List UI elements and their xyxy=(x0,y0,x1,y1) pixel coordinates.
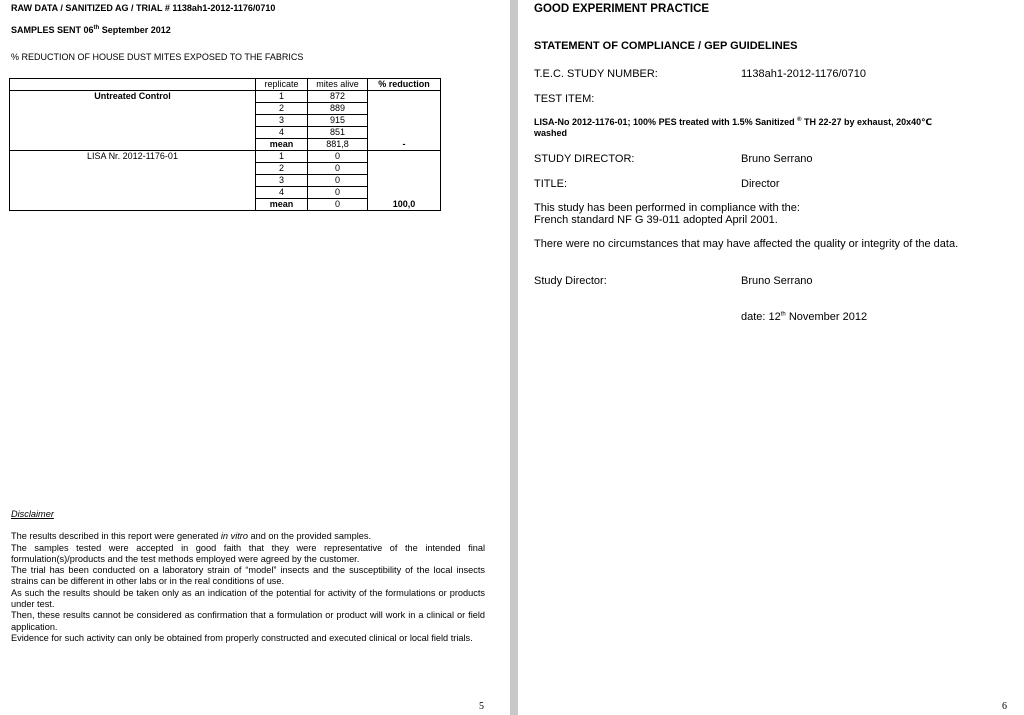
table-row xyxy=(10,163,441,175)
reduction-cell xyxy=(368,187,441,199)
replicate-cell: 3 xyxy=(256,175,308,187)
disclaimer xyxy=(11,509,485,644)
samples-sent-line: SAMPLES SENT 06th September 2012 xyxy=(11,25,171,35)
group-label-spacer xyxy=(10,115,256,127)
mites-cell: 872 xyxy=(308,91,368,103)
group-label-spacer xyxy=(10,127,256,139)
mean-value: 0 xyxy=(308,199,368,211)
title-label: TITLE: xyxy=(534,178,568,190)
table-row xyxy=(10,115,441,127)
mean-label: mean xyxy=(256,139,308,151)
reduction-cell xyxy=(368,151,441,163)
signature-label: Study Director: xyxy=(534,275,607,287)
table-row xyxy=(10,187,441,199)
group-label-spacer xyxy=(10,175,256,187)
table-row xyxy=(10,103,441,115)
page-number: 6 xyxy=(1002,701,1007,712)
disclaimer-intro: The results described in this report were generated in vitro and on the provided samples. xyxy=(11,531,372,542)
reduction-cell xyxy=(368,163,441,175)
table-row xyxy=(10,127,441,139)
raw-data-heading: RAW DATA / SANITIZED AG / TRIAL # 1138ah1-2012-1176/0710 xyxy=(11,3,276,13)
study-director-label: STUDY DIRECTOR: xyxy=(534,153,635,165)
mean-label: mean xyxy=(256,199,308,211)
mites-cell: 0 xyxy=(308,175,368,187)
circumstances-statement: There were no circumstances that may have affected the quality or integrity of the data. xyxy=(534,238,959,250)
group-label-untreated: Untreated Control xyxy=(10,91,256,103)
group-label-spacer xyxy=(10,103,256,115)
signature-name: Bruno Serrano xyxy=(741,275,813,287)
group-label-spacer xyxy=(10,199,256,211)
test-item-line-2: washed xyxy=(534,128,568,138)
test-item-line: LISA-No 2012-1176-01; 100% PES treated with 1.5% Sanitized ® TH 22-27 by exhaust, 20x40℃ xyxy=(534,117,932,127)
reduction-cell xyxy=(368,175,441,187)
mites-cell: 0 xyxy=(308,163,368,175)
mites-cell: 0 xyxy=(308,187,368,199)
table-row xyxy=(10,151,441,163)
mean-value: 881,8 xyxy=(308,139,368,151)
page-title: GOOD EXPERIMENT PRACTICE xyxy=(534,3,710,15)
disclaimer-paragraph: As such the results should be taken only as an indication of the potential for activity of the formulations or products under test. xyxy=(11,587,485,610)
right-page xyxy=(518,0,1024,715)
mites-cell: 915 xyxy=(308,115,368,127)
report-date: date: 12th November 2012 xyxy=(741,311,868,323)
column-header-mites-alive: mites alive xyxy=(308,79,368,91)
page-number: 5 xyxy=(479,701,484,712)
compliance-line-1: This study has been performed in compliance with the: xyxy=(534,202,800,214)
study-number-label: T.E.C. STUDY NUMBER: xyxy=(534,68,658,80)
table-row xyxy=(10,175,441,187)
disclaimer-title: Disclaimer xyxy=(11,509,54,519)
mites-cell: 0 xyxy=(308,151,368,163)
reduction-value: 100,0 xyxy=(368,199,441,211)
replicate-cell: 1 xyxy=(256,91,308,103)
mites-cell: 851 xyxy=(308,127,368,139)
table-row-mean xyxy=(10,139,441,151)
disclaimer-paragraph: The samples tested were accepted in good faith that they were representative of the intended final formulation(s)/products and the test methods employed were agreed by the customer. xyxy=(11,542,485,564)
disclaimer-paragraph: Evidence for such activity can only be obtained from properly constructed and executed clinical or local field trials. xyxy=(11,632,473,643)
page-subtitle: STATEMENT OF COMPLIANCE / GEP GUIDELINES xyxy=(534,40,798,52)
study-director-value: Bruno Serrano xyxy=(741,153,813,165)
reduction-cell xyxy=(368,91,441,103)
study-number-value: 1138ah1-2012-1176/0710 xyxy=(741,68,866,80)
left-page xyxy=(0,0,510,715)
group-label-spacer xyxy=(10,139,256,151)
replicate-cell: 2 xyxy=(256,103,308,115)
group-label-spacer xyxy=(10,163,256,175)
disclaimer-paragraph: Then, these results cannot be considered as confirmation that a formulation or product will work in a clinical or field application. xyxy=(11,610,485,632)
results-table xyxy=(9,78,441,211)
reduction-value: - xyxy=(368,139,441,151)
group-label-lisa: LISA Nr. 2012-1176-01 xyxy=(10,151,256,163)
title-value: Director xyxy=(741,178,780,190)
column-header-reduction: % reduction xyxy=(368,79,441,91)
replicate-cell: 4 xyxy=(256,187,308,199)
table-row xyxy=(10,91,441,103)
replicate-cell: 1 xyxy=(256,151,308,163)
reduction-title: % REDUCTION OF HOUSE DUST MITES EXPOSED TO THE FABRICS xyxy=(11,52,304,62)
column-header-replicate: replicate xyxy=(256,79,308,91)
reduction-cell xyxy=(368,115,441,127)
group-label-spacer xyxy=(10,187,256,199)
table-header-row xyxy=(10,79,441,91)
replicate-cell: 4 xyxy=(256,127,308,139)
reduction-cell xyxy=(368,103,441,115)
disclaimer-paragraph: The trial has been conducted on a laboratory strain of “model” insects and the susceptibility of the local insects strains can be different in other labs or in the real conditions of use. xyxy=(11,565,485,587)
replicate-cell: 2 xyxy=(256,163,308,175)
table-row-mean xyxy=(10,199,441,211)
test-item-label: TEST ITEM: xyxy=(534,93,595,105)
page-gutter xyxy=(510,0,518,715)
compliance-line-2: French standard NF G 39-011 adopted April 2001. xyxy=(534,214,778,226)
table-header-empty xyxy=(10,79,256,91)
mites-cell: 889 xyxy=(308,103,368,115)
replicate-cell: 3 xyxy=(256,115,308,127)
reduction-cell xyxy=(368,127,441,139)
